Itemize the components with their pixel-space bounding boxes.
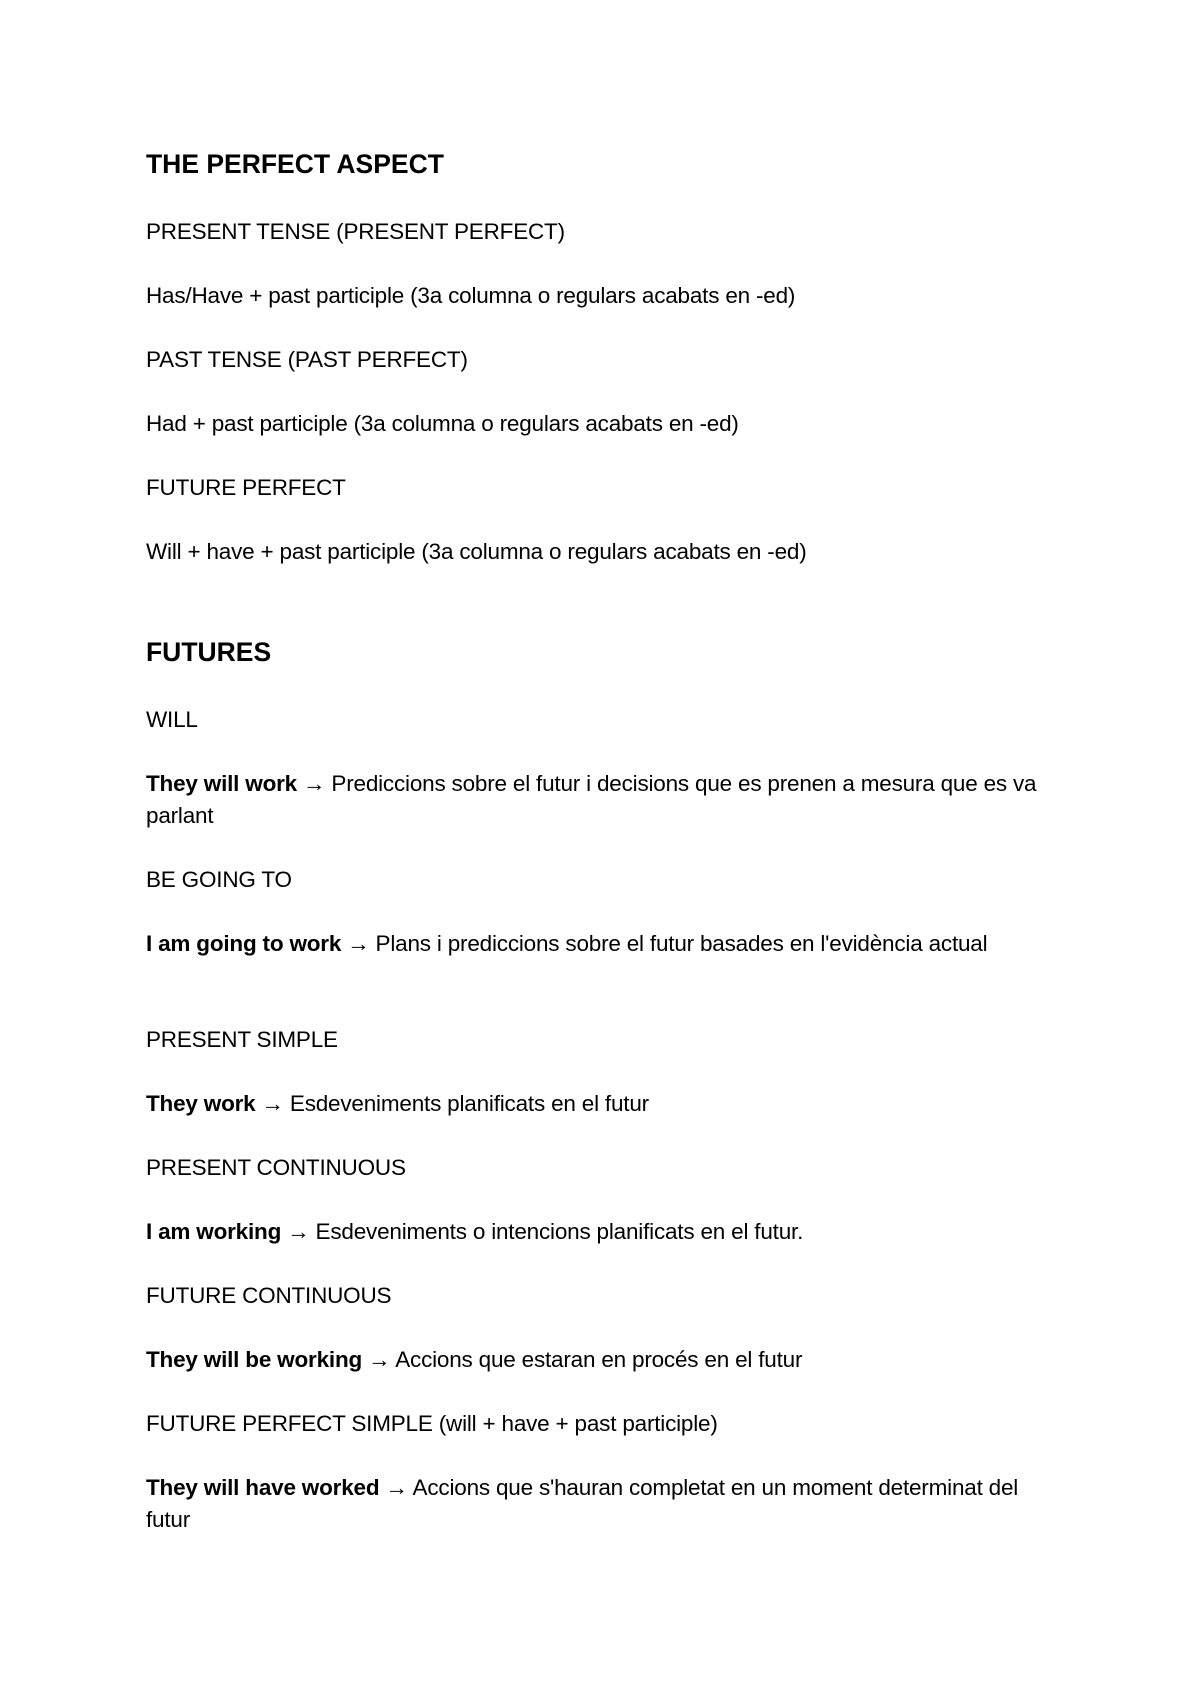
future-continuous-description: → Accions que estaran en procés en el futur xyxy=(362,1347,803,1372)
future-perfect-heading: FUTURE PERFECT xyxy=(146,475,346,500)
future-perfect-rule: Will + have + past participle (3a columna o regulars acabats en -ed) xyxy=(146,539,807,564)
will-entry xyxy=(146,768,1046,832)
will-description: → Prediccions sobre el futur i decisions que es prenen a mesura que es va parlant xyxy=(146,771,1037,828)
future-perfect-simple-description: → Accions que s'hauran completat en un moment determinat del futur xyxy=(146,1475,1019,1532)
future-perfect-simple-example: They will have worked xyxy=(146,1475,380,1500)
present-simple-example: They work xyxy=(146,1091,256,1116)
present-perfect-heading: PRESENT TENSE (PRESENT PERFECT) xyxy=(146,219,565,244)
going-to-example: I am going to work xyxy=(146,931,342,956)
past-perfect-rule: Had + past participle (3a columna o regulars acabats en -ed) xyxy=(146,411,739,436)
present-continuous-description: → Esdeveniments o intencions planificats en el futur. xyxy=(281,1219,804,1244)
will-heading: WILL xyxy=(146,707,198,732)
present-simple-description: → Esdeveniments planificats en el futur xyxy=(255,1091,649,1116)
will-example: They will work xyxy=(146,771,297,796)
going-to-description: → Plans i prediccions sobre el futur basades en l'evidència actual xyxy=(341,931,988,956)
future-perfect-simple-entry xyxy=(146,1472,1046,1536)
present-continuous-heading: PRESENT CONTINUOUS xyxy=(146,1155,406,1180)
going-to-entry xyxy=(146,928,1046,960)
future-continuous-example: They will be working xyxy=(146,1347,363,1372)
going-to-heading: BE GOING TO xyxy=(146,867,292,892)
present-perfect-rule: Has/Have + past participle (3a columna o regulars acabats en -ed) xyxy=(146,283,796,308)
future-perfect-simple-heading: FUTURE PERFECT SIMPLE (will + have + past participle) xyxy=(146,1411,718,1436)
future-continuous-heading: FUTURE CONTINUOUS xyxy=(146,1283,392,1308)
future-continuous-entry xyxy=(146,1344,1046,1376)
present-continuous-example: I am working xyxy=(146,1219,282,1244)
section-title-perfect-aspect: THE PERFECT ASPECT xyxy=(146,149,444,179)
past-perfect-heading: PAST TENSE (PAST PERFECT) xyxy=(146,347,468,372)
present-simple-heading: PRESENT SIMPLE xyxy=(146,1027,338,1052)
present-simple-entry xyxy=(146,1088,1046,1120)
section-title-futures: FUTURES xyxy=(146,637,272,667)
present-continuous-entry xyxy=(146,1216,1046,1248)
